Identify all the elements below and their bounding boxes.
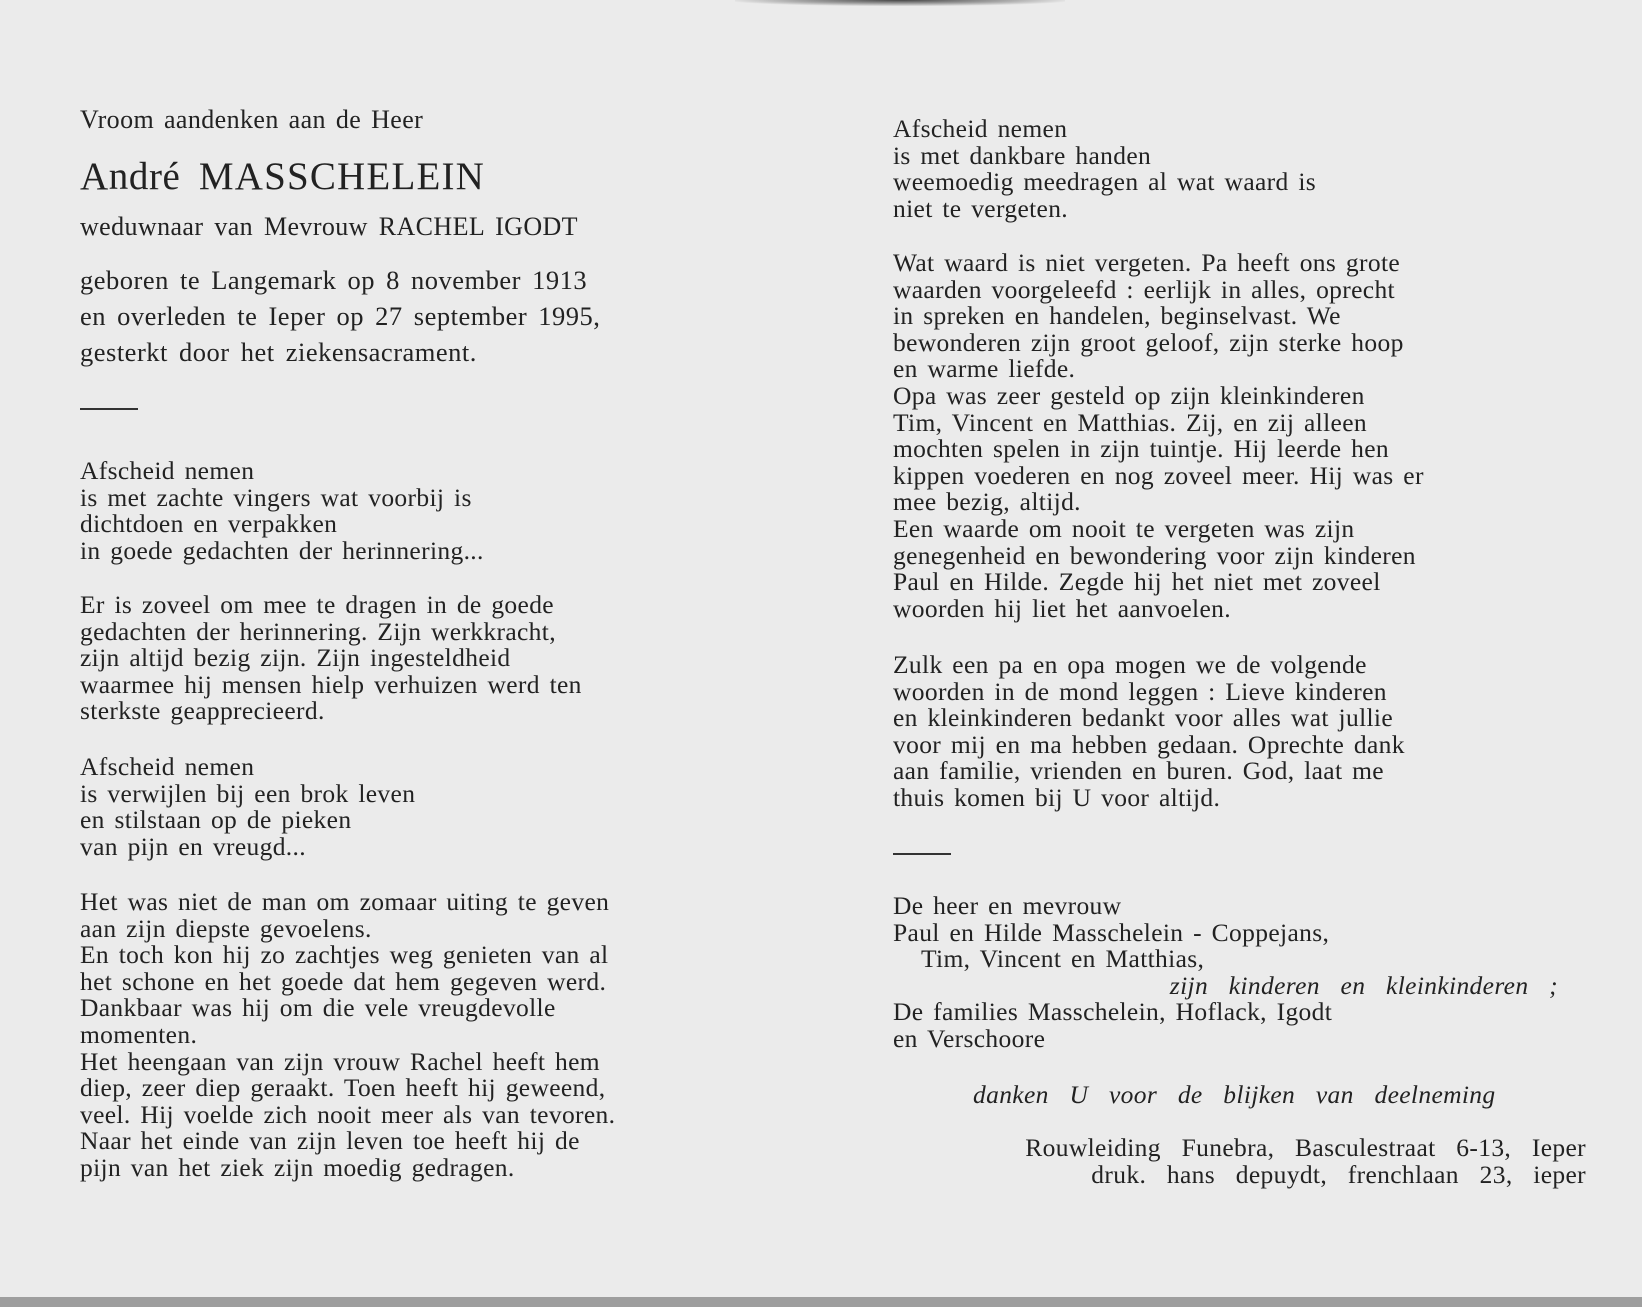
- funeral-home: Rouwleiding Funebra, Basculestraat 6-13, Ieper: [1025, 1133, 1586, 1162]
- divider: [893, 853, 951, 855]
- text-line: veel. Hij voelde zich nooit meer als van tevoren.: [80, 1099, 616, 1129]
- text-line: Een waarde om nooit te vergeten was zijn: [893, 513, 1355, 543]
- death-line: en overleden te Ieper op 27 september 1995,: [80, 301, 601, 331]
- text-line: Er is zoveel om mee te dragen in de goede: [80, 590, 554, 619]
- text-line: gedachten der herinnering. Zijn werkkracht,: [80, 616, 556, 646]
- family-line: De heer en mevrouw: [893, 891, 1122, 920]
- poem-line: van pijn en vreugd...: [80, 831, 306, 861]
- text-line: thuis komen bij U voor altijd.: [893, 782, 1221, 812]
- relation-line: zijn kinderen en kleinkinderen ;: [1169, 970, 1558, 1000]
- poem-line: in goede gedachten der herinnering...: [80, 535, 484, 565]
- text-line: en warme liefde.: [893, 354, 1076, 384]
- text-line: mee bezig, altijd.: [893, 487, 1081, 517]
- scan-edge: [0, 1297, 1642, 1307]
- text-line: aan zijn diepste gevoelens.: [80, 913, 372, 943]
- text-line: diep, zeer diep geraakt. Toen heeft hij geweend,: [80, 1073, 606, 1103]
- paragraph-4: [893, 652, 1405, 812]
- poem-line: Afscheid nemen: [80, 752, 255, 781]
- dates-block: [80, 262, 600, 370]
- poem-2: [80, 754, 415, 860]
- text-line: momenten.: [80, 1019, 198, 1049]
- text-line: bewonderen zijn groot geloof, zijn sterke hoop: [893, 327, 1404, 357]
- poem-line: en stilstaan op de pieken: [80, 805, 352, 835]
- text-line: Dankbaar was hij om die vele vreugdevolle: [80, 993, 556, 1023]
- family-line: De families Masschelein, Hoflack, Igodt: [893, 997, 1333, 1027]
- text-line: voor mij en ma hebben gedaan. Oprechte dank: [893, 729, 1405, 759]
- text-line: Paul en Hilde. Zegde hij het niet met zoveel: [893, 567, 1381, 597]
- text-line: in spreken en handelen, beginselvast. We: [893, 301, 1341, 331]
- family-line: Paul en Hilde Masschelein - Coppejans,: [893, 917, 1330, 947]
- surname: MASSCHELEIN: [198, 155, 486, 198]
- first-name: André: [80, 155, 181, 198]
- printer: druk. hans depuydt, frenchlaan 23, ieper: [1091, 1159, 1586, 1189]
- poem-line: niet te vergeten.: [893, 193, 1069, 223]
- text-line: Wat waard is niet vergeten. Pa heeft ons grote: [893, 248, 1401, 277]
- text-line: Naar het einde van zijn leven toe heeft hij de: [80, 1126, 580, 1156]
- poem-line: is met dankbare handen: [893, 140, 1152, 170]
- imprint-block: [893, 1135, 1586, 1188]
- text-line: waarmee hij mensen hielp verhuizen werd ten: [80, 669, 582, 699]
- scan-shadow: [735, 0, 1065, 6]
- text-line: zijn altijd bezig zijn. Zijn ingesteldheid: [80, 643, 511, 673]
- paragraph-2: [80, 889, 615, 1182]
- poem-line: Afscheid nemen: [80, 456, 255, 485]
- text-line: woorden in de mond leggen : Lieve kinderen: [893, 676, 1387, 706]
- sacrament-line: gesterkt door het ziekensacrament.: [80, 337, 477, 367]
- text-line: aan familie, vrienden en buren. God, laat me: [893, 756, 1384, 786]
- deceased-name: [80, 154, 485, 199]
- widower-line: weduwnaar van Mevrouw RACHEL IGODT: [80, 212, 578, 241]
- text-line: Zulk een pa en opa mogen we de volgende: [893, 650, 1367, 679]
- text-line: Opa was zeer gesteld op zijn kleinkinderen: [893, 380, 1365, 410]
- text-line: pijn van het ziek zijn moedig gedragen.: [80, 1152, 515, 1182]
- poem-line: is verwijlen bij een brok leven: [80, 778, 416, 808]
- text-line: waarden voorgeleefd : eerlijk in alles, oprecht: [893, 274, 1395, 304]
- text-line: en kleinkinderen bedankt voor alles wat jullie: [893, 703, 1394, 733]
- paragraph-3: [893, 250, 1424, 622]
- text-line: genegenheid en bewondering voor zijn kinderen: [893, 540, 1416, 570]
- text-line: sterkste geapprecieerd.: [80, 696, 325, 726]
- text-line: mochten spelen in zijn tuintje. Hij leerde hen: [893, 434, 1389, 464]
- family-line: en Verschoore: [893, 1023, 1046, 1053]
- paragraph-1: [80, 592, 582, 725]
- text-line: kippen voederen en nog zoveel meer. Hij was er: [893, 460, 1424, 490]
- thanks-line: danken U voor de blijken van deelneming: [973, 1080, 1496, 1109]
- grandchildren-line: Tim, Vincent en Matthias,: [921, 944, 1205, 974]
- text-line: En toch kon hij zo zachtjes weg genieten van al: [80, 940, 609, 970]
- poem-line: weemoedig meedragen al wat waard is: [893, 167, 1317, 197]
- text-line: woorden hij liet het aanvoelen.: [893, 593, 1231, 623]
- poem-line: Afscheid nemen: [893, 114, 1068, 143]
- text-line: Tim, Vincent en Matthias. Zij, en zij alleen: [893, 407, 1367, 437]
- text-line: het schone en het goede dat hem gegeven werd.: [80, 966, 607, 996]
- text-line: Het heengaan van zijn vrouw Rachel heeft hem: [80, 1046, 600, 1076]
- intro-line: Vroom aandenken aan de Heer: [80, 105, 424, 134]
- poem-1: [80, 458, 484, 564]
- family-block: [893, 893, 1593, 1053]
- poem-line: dichtdoen en verpakken: [80, 509, 338, 539]
- poem-3: [893, 116, 1316, 222]
- birth-line: geboren te Langemark op 8 november 1913: [80, 265, 588, 295]
- text-line: Het was niet de man om zomaar uiting te geven: [80, 887, 610, 916]
- divider: [80, 408, 138, 410]
- poem-line: is met zachte vingers wat voorbij is: [80, 482, 472, 512]
